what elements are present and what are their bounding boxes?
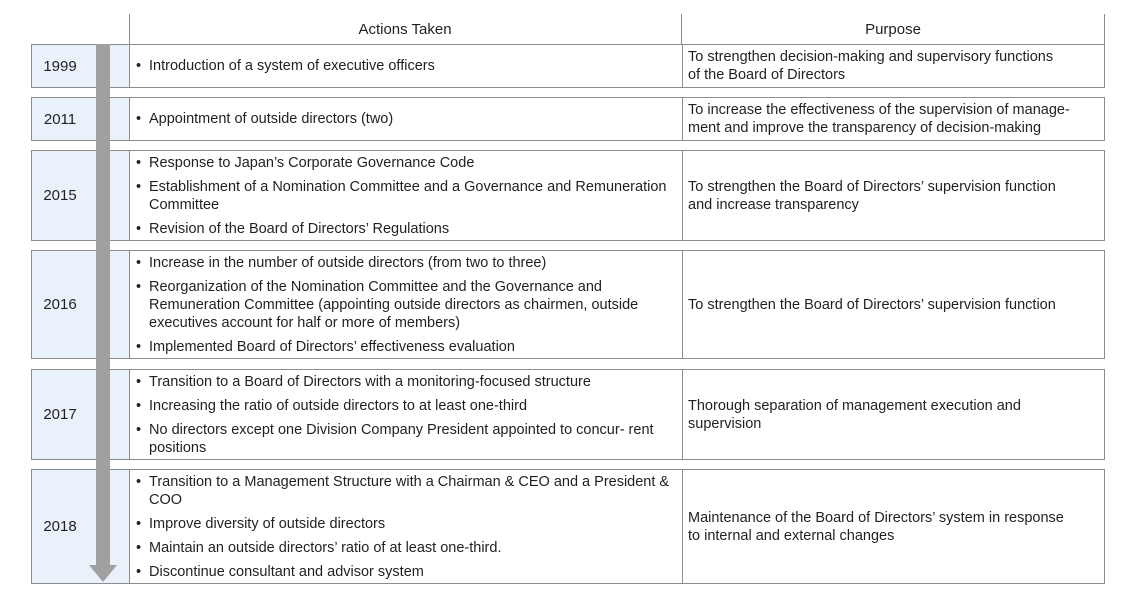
bullet-icon: • <box>136 178 142 195</box>
year-label: 2015 <box>43 187 77 204</box>
bullet-icon: • <box>136 539 142 556</box>
action-item: • Increasing the ratio of outside directors to at least one-third <box>136 397 528 414</box>
purpose-cell: To strengthen the Board of Directors’ supervision function <box>688 296 1056 313</box>
actions-cell <box>136 151 676 240</box>
action-item: • Establishment of a Nomination Committee and a Governance and Remuneration Committee <box>136 178 667 213</box>
bullet-icon: • <box>136 154 142 171</box>
action-item: • Appointment of outside directors (two) <box>136 111 394 127</box>
action-item: • Transition to a Board of Directors with a monitoring-focused structure <box>136 373 591 390</box>
column-divider <box>682 45 683 87</box>
table-row <box>129 44 1105 88</box>
actions-cell <box>136 251 676 358</box>
action-item: • Transition to a Management Structure with a Chairman & CEO and a President & COO <box>136 473 670 508</box>
purpose-cell: To increase the effectiveness of the supervision of manage- ment and improve the transparency of decision-making <box>688 102 1070 136</box>
bullet-icon: • <box>136 563 142 580</box>
purpose-cell: To strengthen the Board of Directors’ supervision function and increase transparency <box>688 178 1056 213</box>
column-divider <box>682 370 683 459</box>
purpose-cell: To strengthen decision-making and supervisory functions of the Board of Directors <box>688 49 1054 83</box>
table-row <box>129 469 1105 584</box>
bullet-icon: • <box>136 220 142 237</box>
purpose-header: Purpose <box>865 20 921 38</box>
timeline-arrow-down-icon <box>89 565 117 582</box>
actions-cell <box>136 470 676 583</box>
actions-taken-header: Actions Taken <box>358 20 452 38</box>
action-item: • Improve diversity of outside directors <box>136 515 386 532</box>
bullet-icon: • <box>136 373 142 390</box>
bullet-icon: • <box>136 515 142 532</box>
bullet-icon: • <box>136 278 142 295</box>
action-item: • Maintain an outside directors’ ratio of at least one-third. <box>136 539 502 556</box>
purpose-cell: Maintenance of the Board of Directors’ system in response to internal and external changes <box>688 509 1064 544</box>
column-divider <box>682 251 683 358</box>
bullet-icon: • <box>136 338 142 355</box>
action-item: • Reorganization of the Nomination Committee and the Governance and Remuneration Committee (appointing outside directors as chairmen, outside executives account for half or more of members) <box>136 278 639 331</box>
action-item: • Response to Japan’s Corporate Governance Code <box>136 154 475 171</box>
column-divider <box>682 470 683 583</box>
action-item: • Discontinue consultant and advisor system <box>136 563 424 580</box>
action-item: • Increase in the number of outside directors (from two to three) <box>136 254 547 271</box>
year-label: 1999 <box>43 57 77 75</box>
year-label: 2018 <box>43 518 77 535</box>
bullet-icon: • <box>136 421 142 438</box>
year-label: 2011 <box>43 110 77 128</box>
bullet-icon: • <box>136 58 142 74</box>
table-row <box>129 250 1105 359</box>
year-label: 2017 <box>43 406 77 423</box>
action-item: • No directors except one Division Company President appointed to concur- rent positions <box>136 421 654 456</box>
column-divider <box>682 98 683 140</box>
table-row <box>129 369 1105 460</box>
action-item: • Revision of the Board of Directors’ Regulations <box>136 220 450 237</box>
table-row <box>129 97 1105 141</box>
bullet-icon: • <box>136 473 142 490</box>
actions-cell <box>136 98 676 140</box>
action-item: • Implemented Board of Directors’ effectiveness evaluation <box>136 338 515 355</box>
bullet-icon: • <box>136 397 142 414</box>
year-label: 2016 <box>43 296 77 313</box>
actions-cell <box>136 370 676 459</box>
timeline-arrow-shaft <box>96 44 110 567</box>
bullet-icon: • <box>136 254 142 271</box>
purpose-cell: Thorough separation of management execution and supervision <box>688 397 1021 432</box>
action-item: • Introduction of a system of executive officers <box>136 58 435 74</box>
table-row <box>129 150 1105 241</box>
actions-cell <box>136 45 676 87</box>
column-divider <box>682 151 683 240</box>
bullet-icon: • <box>136 111 142 127</box>
